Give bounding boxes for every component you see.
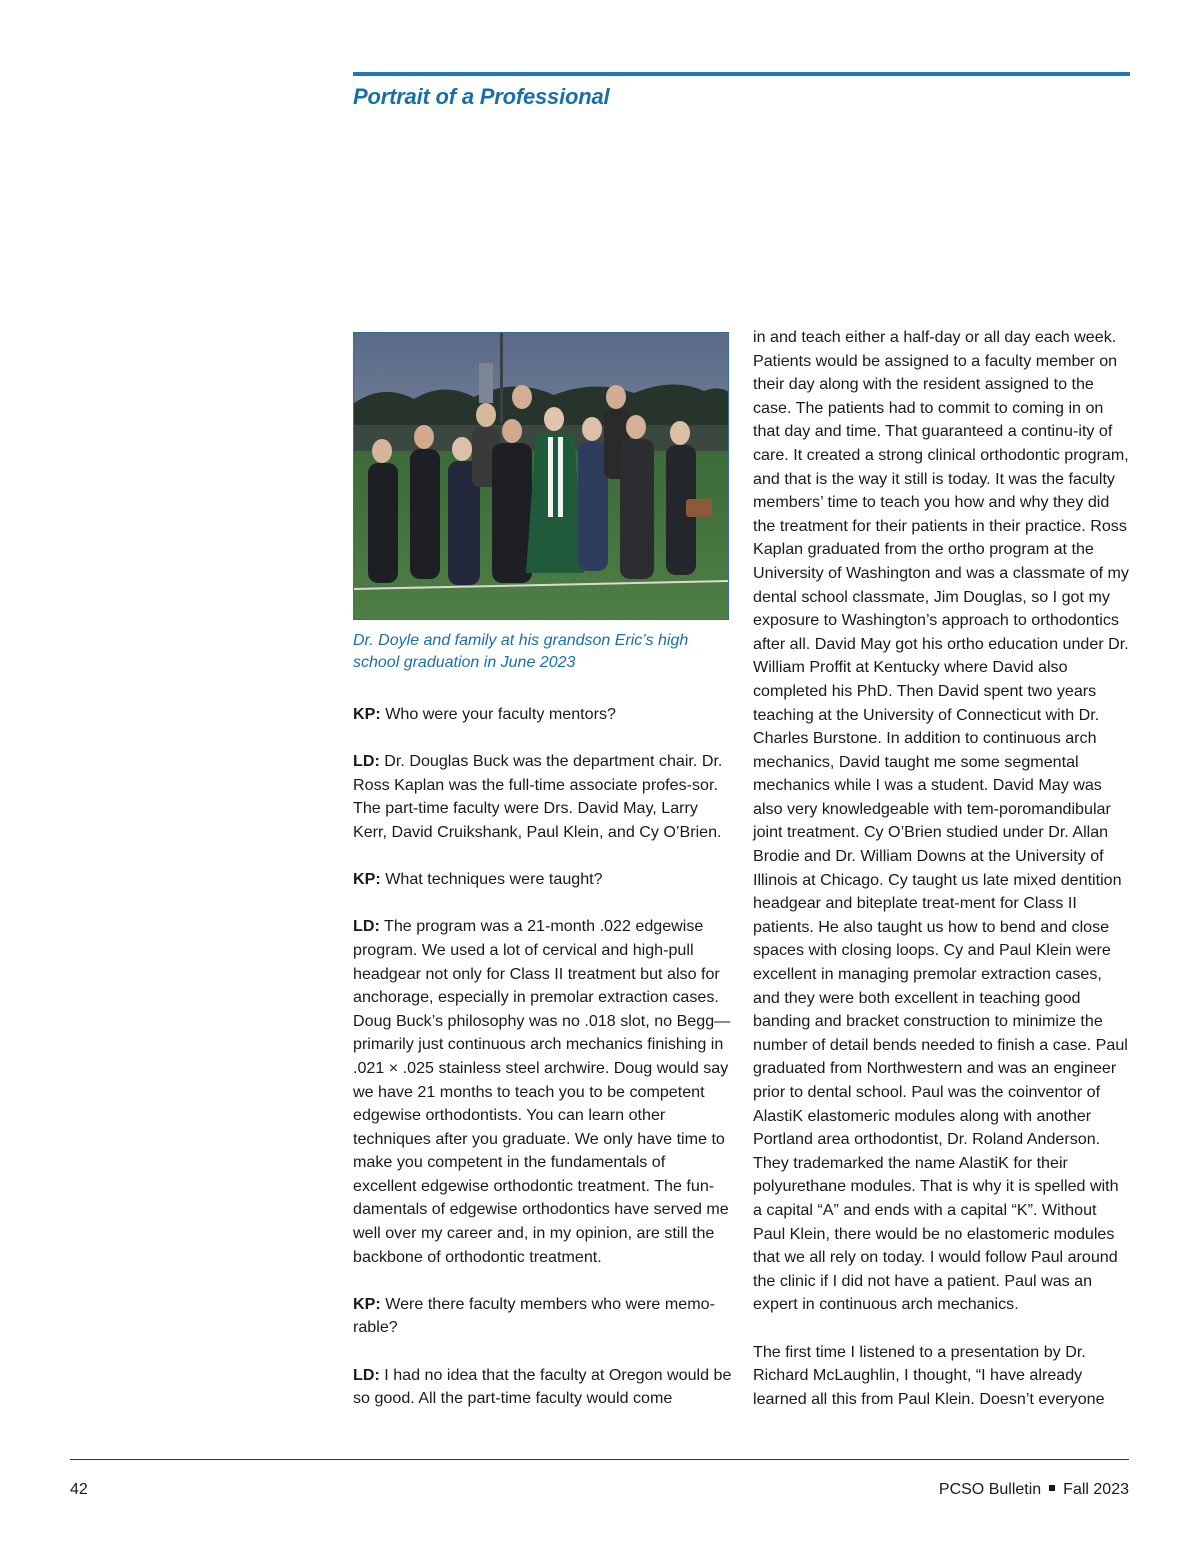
footer-rule — [70, 1459, 1129, 1460]
paragraph — [353, 703, 733, 727]
photo-illustration — [354, 333, 729, 620]
issue-label: Fall 2023 — [1063, 1481, 1129, 1498]
footer-publication — [939, 1481, 1129, 1499]
paragraph — [353, 1293, 733, 1340]
paragraph — [353, 915, 733, 1269]
paragraph — [353, 868, 733, 892]
separator-square-icon — [1049, 1485, 1055, 1491]
graduation-photo — [353, 332, 729, 620]
paragraph-text: What techniques were taught? — [380, 870, 603, 889]
header-rule — [353, 72, 1130, 76]
page-number: 42 — [70, 1481, 88, 1498]
speaker-label: KP: — [353, 870, 381, 889]
paragraph: The first time I listened to a presentation by Dr. Richard McLaughlin, I thought, “I have already learned all this from Paul Klein. Doesn’t everyone — [753, 1342, 1105, 1408]
left-column — [353, 703, 733, 1434]
paragraph-text: The program was a 21-month .022 edgewise program. We used a lot of cervical and high-pull headgear not only for Class II treatment but also for anchorage, especially in premolar extraction cases. Doug Buck’s philosophy was no .018 slot, no Begg—primarily just continuous arch mechanics finishing in .021 × .025 stainless steel archwire. Doug would say we have 21 months to teach you to be competent edgewise orthodontists. You can learn other techniques after you graduate. We only have time to make you competent in the fundamentals of excellent edgewise orthodontic treatment. The fun-damentals of edgewise orthodontics have served me well over my career and, in my opinion, are still the backbone of orthodontic treatment. — [353, 917, 731, 1266]
paragraph: in and teach either a half-day or all day each week. Patients would be assigned to a faculty member on their day along with the resident assigned to the case. The patients had to commit to coming in on that day and time. That guaranteed a continu-ity of care. It created a strong clinical orthodontic program, and that is the way it still is today. It was the faculty members’ time to teach you how and why they did the treatment for their patients in their practice. Ross Kaplan graduated from the ortho program at the University of Washington and was a classmate of my dental school classmate, Jim Douglas, so I got my exposure to Washington’s approach to orthodontics after all. David May got his ortho education under Dr. William Proffit at Kentucky where David also completed his PhD. Then David spent two years teaching at the University of Connecticut with Dr. Charles Burstone. In addition to continuous arch mechanics, David taught me some segmental mechanics while I was a student. David May was also very knowledgeable with tem-poromandibular joint treatment. Cy O’Brien studied under Dr. Allan Brodie and Dr. William Downs at the University of Illinois at Chicago. Cy taught us late mixed dentition headgear and biteplate treat-ment for Class II patients. He also taught us how to bend and close spaces with closing loops. Cy and Paul Klein were excellent in managing premolar extraction cases, and they were both excellent in teaching good banding and bracket construction to minimize the number of detail bends needed to finish a case. Paul graduated from Northwestern and was an engineer prior to dental school. Paul was the coinventor of AlastiK elastomeric modules along with another Portland area orthodontist, Dr. Roland Anderson. They trademarked the name AlastiK for their polyurethane modules. That is why it is spelled with a capital “A” and ends with a capital “K”. Without Paul Klein, there would be no elastomeric modules that we all rely on today. I would follow Paul around the clinic if I did not have a patient. Paul was an expert in continuous arch mechanics. — [753, 328, 1129, 1314]
speaker-label: KP: — [353, 1294, 381, 1313]
right-column — [753, 326, 1131, 1435]
paragraph — [353, 750, 733, 844]
section-title: Portrait of a Professional — [353, 84, 610, 109]
paragraph-text: Dr. Douglas Buck was the department chair. Dr. Ross Kaplan was the full-time associate profes-sor. The part-time faculty were Drs. David May, Larry Kerr, David Cruikshank, Paul Klein, and Cy O’Brien. — [353, 752, 723, 841]
paragraph-text: Were there faculty members who were memo-rable? — [353, 1294, 715, 1337]
speaker-label: KP: — [353, 705, 381, 723]
publication-name: PCSO Bulletin — [938, 1481, 1042, 1498]
speaker-label: LD: — [353, 752, 380, 771]
paragraph-text: Who were your faculty mentors? — [380, 705, 616, 723]
speaker-label: LD: — [353, 917, 380, 936]
speaker-label: LD: — [353, 1365, 380, 1384]
photo-caption: Dr. Doyle and family at his grandson Eric’s high school graduation in June 2023 — [353, 632, 689, 671]
paragraph — [353, 1364, 733, 1411]
paragraph-text: I had no idea that the faculty at Oregon would be so good. All the part-time faculty would come — [353, 1365, 732, 1408]
